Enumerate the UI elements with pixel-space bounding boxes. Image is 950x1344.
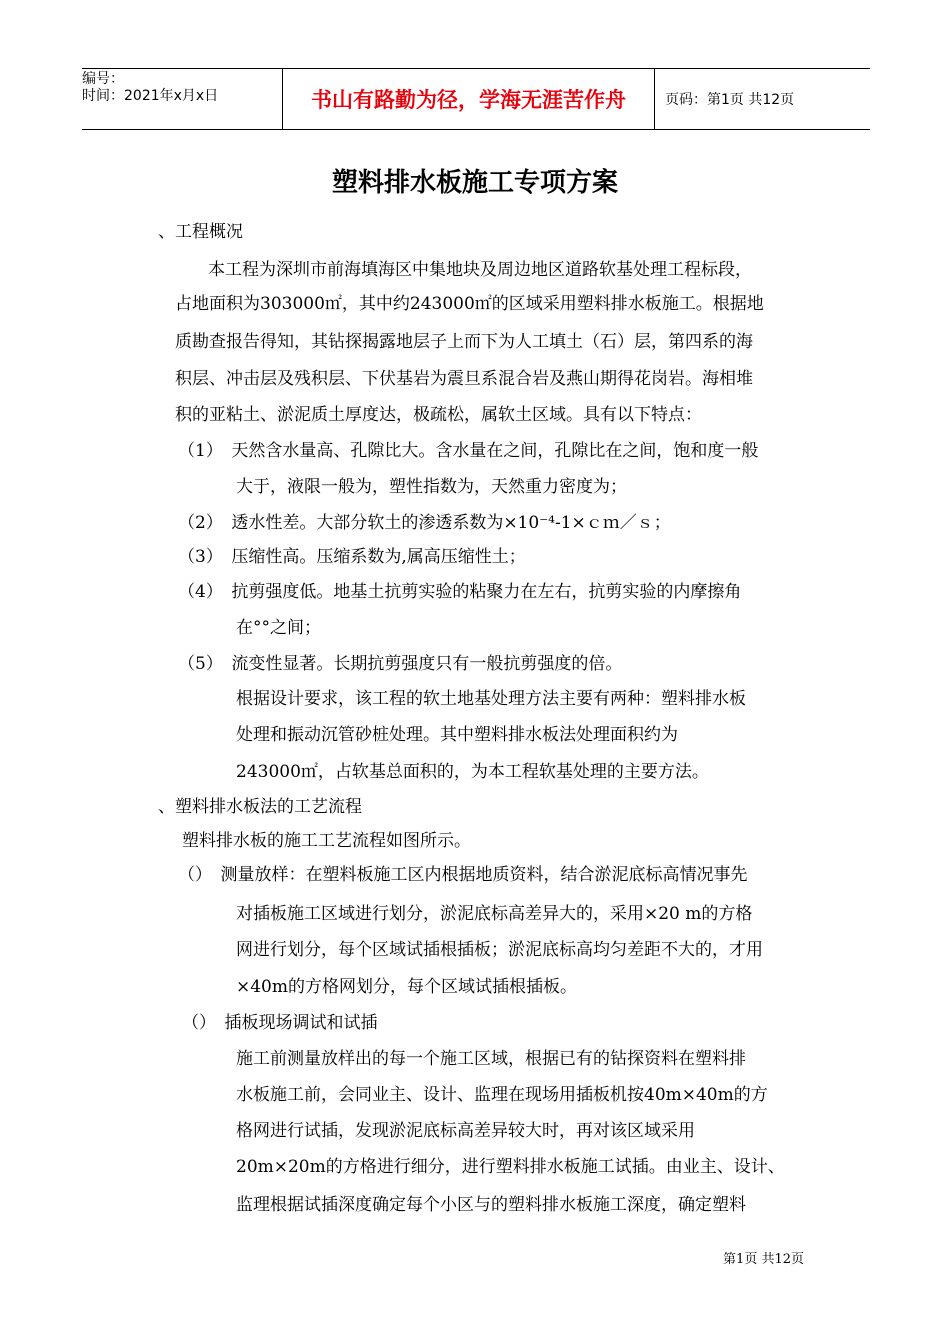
body-line: 积层、冲击层及残积层、下伏基岩为震旦系混合岩及燕山期得花岗岩。海相堆: [175, 369, 753, 389]
body-line: 监理根据试插深度确定每个小区与的塑料排水板施工深度，确定塑料: [236, 1195, 746, 1215]
list-item-continuation: 对插板施工区域进行划分，淤泥底标高差异大的，采用×20 m的方格: [236, 904, 753, 924]
list-item-continuation: 在°°之间；: [236, 618, 321, 638]
body-line: 施工前测量放样出的每一个施工区域，根据已有的钻探资料在塑料排: [236, 1049, 746, 1069]
document-title: 塑料排水板施工专项方案: [331, 168, 618, 198]
body-line: 积的亚粘土、淤泥质土厚度达，极疏松，属软土区域。具有以下特点：: [175, 405, 702, 425]
body-line: 本工程为深圳市前海填海区中集地块及周边地区道路软基处理工程标段，: [208, 260, 752, 280]
page-header: [82, 68, 870, 130]
list-item: （3） 压缩性高。压缩系数为,属高压缩性土；: [178, 547, 526, 567]
header-info-cell: [82, 69, 282, 129]
body-line: 20m×20m的方格进行细分，进行塑料排水板施工试插。由业主、设计、: [236, 1157, 785, 1177]
list-item: （） 测量放样：在塑料板施工区内根据地质资料，结合淤泥底标高情况事先: [178, 865, 748, 885]
list-item-continuation: 大于，液限一般为，塑性指数为，天然重力密度为；: [236, 477, 627, 497]
list-item-continuation: 网进行划分，每个区域试插根插板；淤泥底标高均匀差距不大的，才用: [236, 940, 763, 960]
list-item: （） 插板现场调试和试插: [182, 1013, 378, 1033]
body-line: 质勘查报告得知，其钻探揭露地层子上而下为人工填土（石）层，第四系的海: [175, 332, 753, 352]
header-page-label: 页码：第1页 共12页: [665, 92, 795, 108]
section-heading-overview: 、工程概况: [158, 222, 243, 242]
list-item: （1） 天然含水量高、孔隙比大。含水量在之间，孔隙比在之间，饱和度一般: [178, 441, 759, 461]
page-footer: 第1页 共12页: [723, 1252, 804, 1267]
list-item-continuation: ×40m的方格网划分，每个区域试插根插板。: [236, 977, 577, 997]
body-line: 根据设计要求，该工程的软土地基处理方法主要有两种：塑料排水板: [236, 689, 746, 709]
body-line: 占地面积为303000㎡，其中约243000㎡的区域采用塑料排水板施工。根据地: [175, 294, 764, 314]
body-line: 水板施工前，会同业主、设计、监理在现场用插板机按40m×40m的方: [236, 1085, 768, 1105]
body-line: 243000㎡，占软基总面积的，为本工程软基处理的主要方法。: [236, 762, 709, 782]
section-heading-process: 、塑料排水板法的工艺流程: [158, 797, 362, 817]
body-line: 塑料排水板的施工工艺流程如图所示。: [182, 831, 471, 851]
body-line: 处理和振动沉管砂桩处理。其中塑料排水板法处理面积约为: [236, 725, 678, 745]
body-line: 格网进行试插，发现淤泥底标高差异较大时，再对该区域采用: [236, 1121, 695, 1141]
number-label: 编号：: [82, 71, 124, 87]
time-label: 时间：2021年x月x日: [82, 88, 219, 104]
list-item: （4） 抗剪强度低。地基土抗剪实验的粘聚力在左右，抗剪实验的内摩擦角: [178, 582, 742, 602]
list-item: （5） 流变性显著。长期抗剪强度只有一般抗剪强度的倍。: [178, 654, 623, 674]
header-motto: 书山有路勤为径，学海无涯苦作舟: [282, 69, 655, 129]
list-item: （2） 透水性差。大部分软土的渗透系数为×10⁻⁴-1×ｃｍ／ｓ；: [178, 513, 671, 533]
